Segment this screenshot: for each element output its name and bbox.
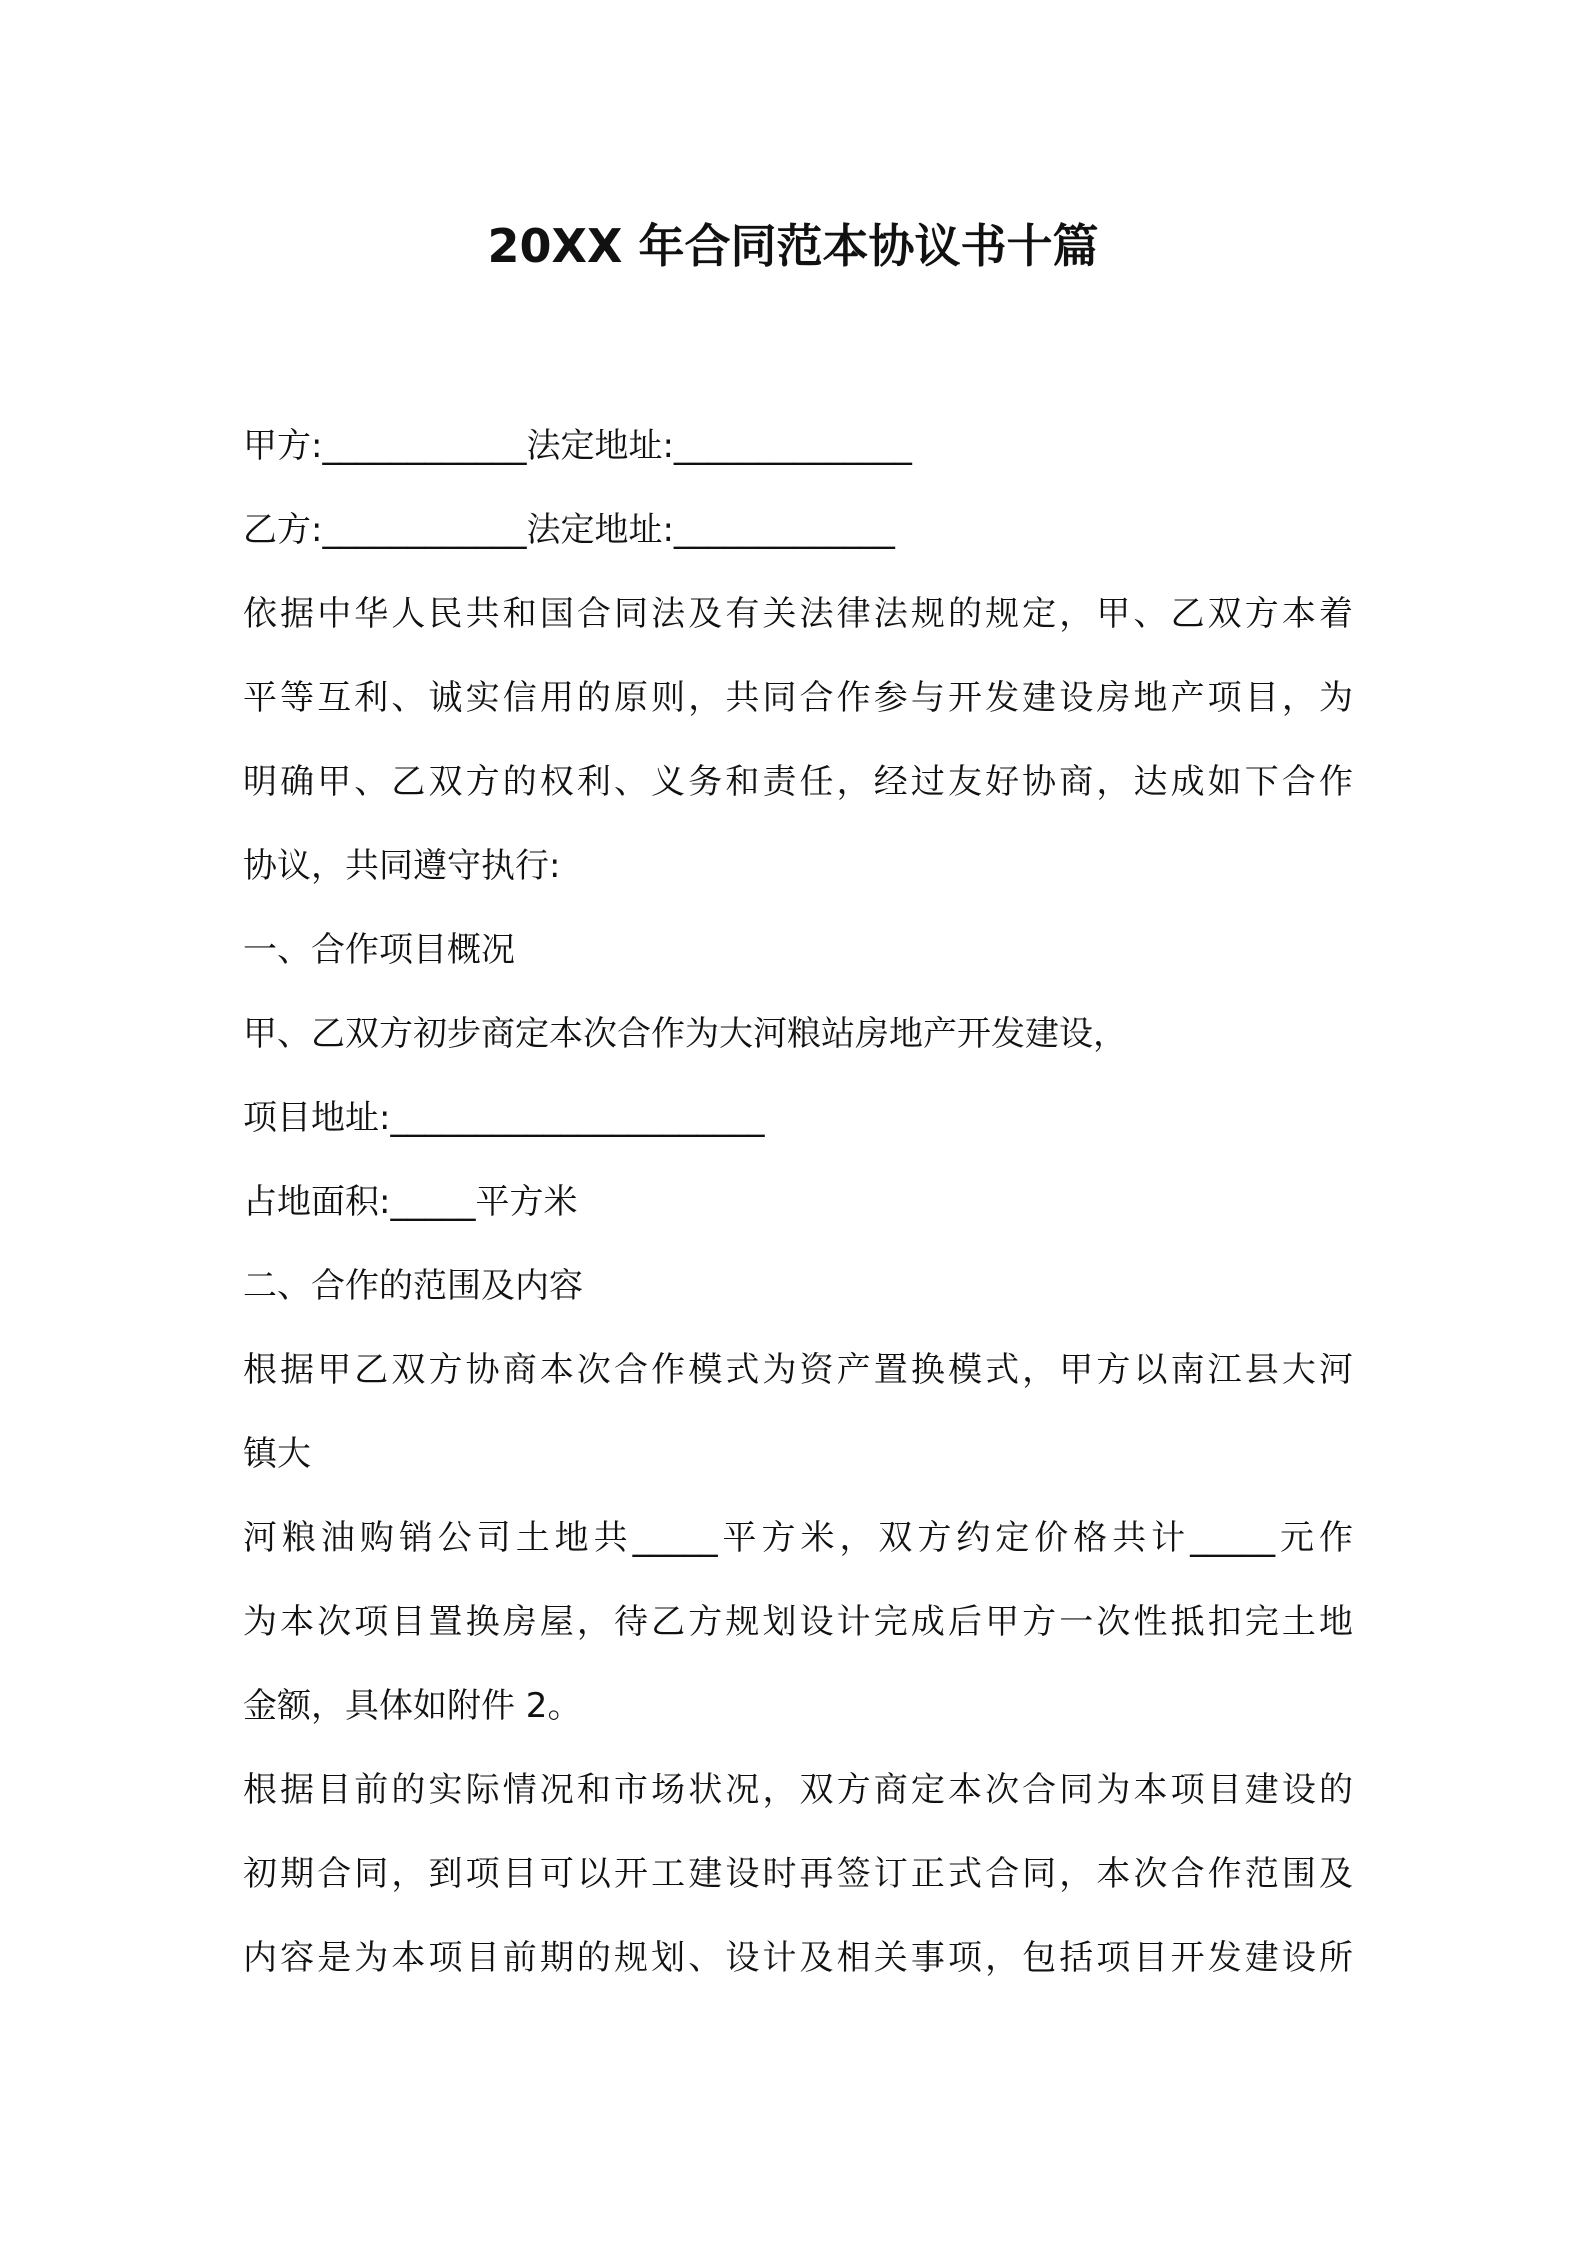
text-line: 乙方:____________法定地址:_____________ bbox=[243, 510, 895, 550]
text-line: 为本次项目置换房屋，待乙方规划设计完成后甲方一次性抵扣完土地 bbox=[243, 1602, 1353, 1642]
text-line: 平等互利、诚实信用的原则，共同合作参与开发建设房地产项目，为 bbox=[243, 678, 1353, 718]
text-line: 协议，共同遵守执行: bbox=[243, 846, 561, 886]
text-line: 二、合作的范围及内容 bbox=[243, 1266, 583, 1306]
text-line: 占地面积:_____平方米 bbox=[243, 1182, 578, 1222]
text-line: 依据中华人民共和国合同法及有关法律法规的规定，甲、乙双方本着 bbox=[243, 594, 1353, 634]
text-line: 初期合同，到项目可以开工建设时再签订正式合同，本次合作范围及 bbox=[243, 1854, 1353, 1894]
text-line: 根据目前的实际情况和市场状况，双方商定本次合同为本项目建设的 bbox=[243, 1770, 1353, 1810]
text-line: 内容是为本项目前期的规划、设计及相关事项，包括项目开发建设所 bbox=[243, 1938, 1353, 1978]
text-line: 金额，具体如附件 2。 bbox=[243, 1686, 582, 1726]
document-body bbox=[243, 404, 1353, 2000]
document-title: 20XX 年合同范本协议书十篇 bbox=[487, 219, 1099, 273]
text-line: 甲方:____________法定地址:______________ bbox=[243, 426, 912, 466]
text-line: 镇大 bbox=[243, 1434, 311, 1474]
text-line: 根据甲乙双方协商本次合作模式为资产置换模式，甲方以南江县大河 bbox=[243, 1350, 1353, 1390]
text-line: 甲、乙双方初步商定本次合作为大河粮站房地产开发建设， bbox=[243, 1014, 1127, 1054]
text-line: 一、合作项目概况 bbox=[243, 930, 515, 970]
text-line: 明确甲、乙双方的权利、义务和责任，经过友好协商，达成如下合作 bbox=[243, 762, 1353, 802]
text-line: 河粮油购销公司土地共_____平方米，双方约定价格共计_____元作 bbox=[243, 1518, 1353, 1558]
text-line: 项目地址:______________________ bbox=[243, 1098, 765, 1138]
